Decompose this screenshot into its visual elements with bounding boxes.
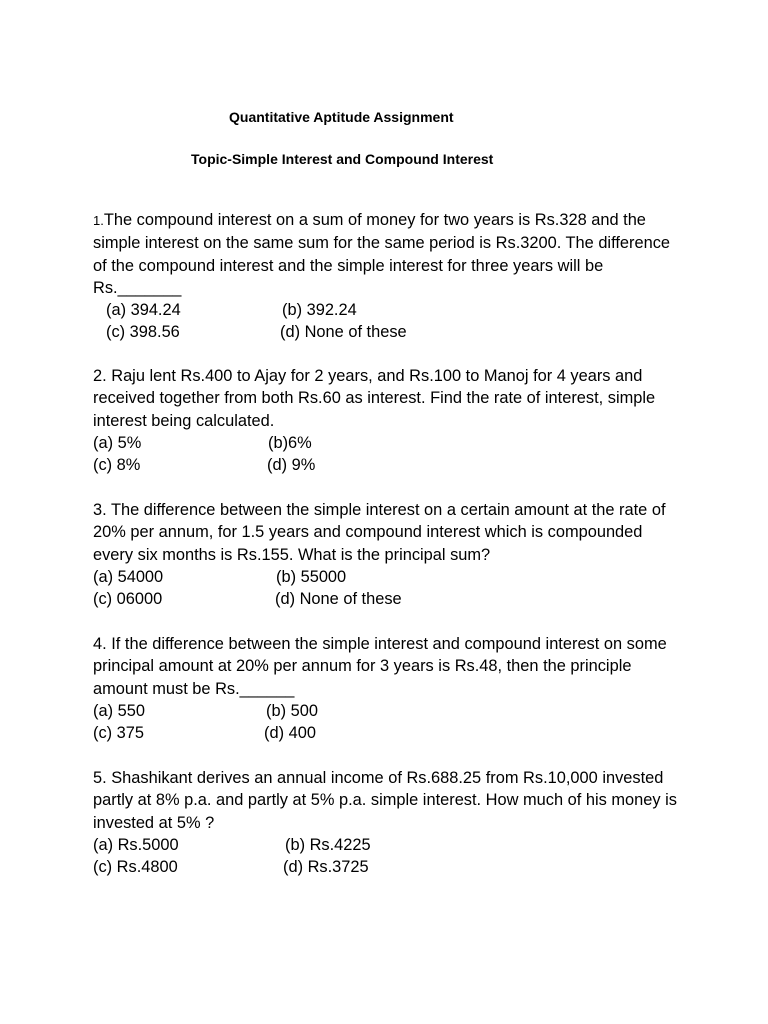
option-c: (c) 8%	[93, 456, 141, 475]
option-a: (a) 394.24	[106, 301, 181, 320]
question-number: 4.	[93, 635, 107, 653]
option-a: (a) 550	[93, 701, 145, 720]
question-text	[93, 767, 683, 834]
option-b: (b)6%	[268, 433, 312, 452]
option-b: (b) 55000	[276, 567, 347, 586]
option-c: (c) 06000	[93, 590, 163, 609]
option-a: (a) Rs.5000	[93, 835, 179, 854]
question-body: If the difference between the simple interest and compound interest on some principal amount at 20% per annum for 3 years is Rs.48, then the principle amount must be Rs.______	[93, 635, 667, 698]
option-row	[93, 454, 683, 476]
question-1	[93, 209, 683, 344]
question-3	[93, 499, 683, 610]
question-number: 3.	[93, 501, 107, 519]
question-body: Shashikant derives an annual income of Rs.688.25 from Rs.10,000 invested partly at 8% p.a. and partly at 5% p.a. simple interest. How much of his money is invested at 5% ?	[93, 769, 677, 832]
question-5	[93, 767, 683, 878]
option-d: (d) Rs.3725	[283, 858, 369, 877]
option-row	[93, 700, 683, 722]
question-number: 5.	[93, 769, 107, 787]
option-row	[93, 299, 683, 321]
question-text	[93, 499, 683, 566]
question-body: The difference between the simple interest on a certain amount at the rate of 20% per annum, for 1.5 years and compound interest which is compounded every six months is Rs.155. What is the principal sum?	[93, 501, 666, 564]
question-body: The compound interest on a sum of money for two years is Rs.328 and the simple interest on the same sum for the same period is Rs.3200. The difference of the compound interest and the simple interest for three years will be Rs._______	[93, 211, 671, 297]
option-row	[93, 321, 683, 343]
question-body: Raju lent Rs.400 to Ajay for 2 years, and Rs.100 to Manoj for 4 years and received together from both Rs.60 as interest. Find the rate of interest, simple interest being calculated.	[93, 367, 656, 430]
question-number: 2.	[93, 367, 107, 385]
option-row	[93, 432, 683, 454]
option-row	[93, 588, 683, 610]
option-d: (d) None of these	[275, 590, 402, 609]
question-4	[93, 633, 683, 744]
option-a: (a) 5%	[93, 433, 142, 452]
option-b: (b) Rs.4225	[285, 835, 371, 854]
question-text	[93, 209, 683, 299]
option-a: (a) 54000	[93, 567, 164, 586]
option-row	[93, 834, 683, 856]
option-c: (c) 375	[93, 724, 145, 743]
option-c: (c) Rs.4800	[93, 858, 178, 877]
option-row	[93, 566, 683, 588]
option-b: (b) 500	[266, 701, 318, 720]
option-d: (d) 400	[264, 724, 316, 743]
question-2	[93, 365, 683, 476]
question-text	[93, 365, 683, 432]
document-topic: Topic-Simple Interest and Compound Interest	[191, 151, 494, 167]
option-c: (c) 398.56	[106, 323, 180, 342]
option-d: (d) None of these	[280, 323, 407, 342]
option-d: (d) 9%	[267, 456, 316, 475]
question-number: 1.	[93, 213, 104, 228]
option-b: (b) 392.24	[282, 301, 357, 320]
question-text	[93, 633, 683, 700]
option-row	[93, 856, 683, 878]
document-title: Quantitative Aptitude Assignment	[229, 109, 454, 125]
option-row	[93, 722, 683, 744]
